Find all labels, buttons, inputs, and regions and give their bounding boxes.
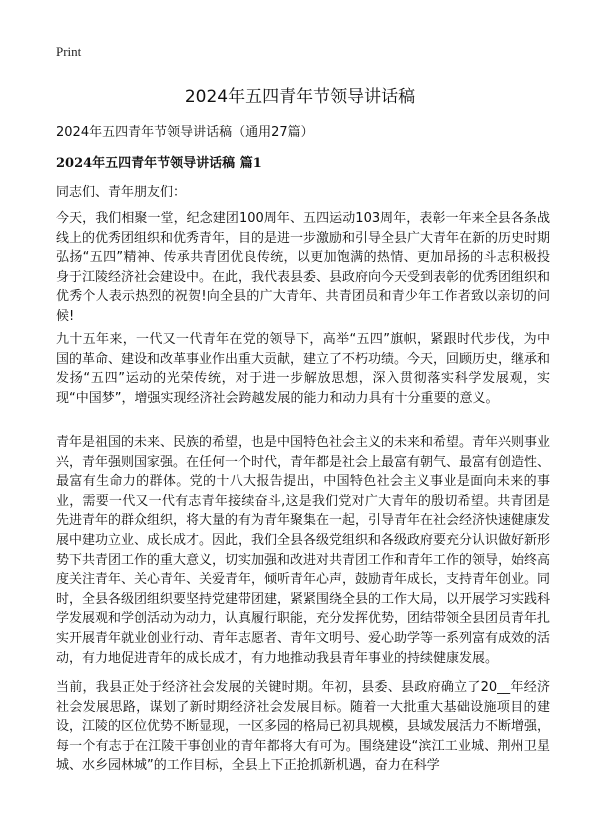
paragraph: 青年是祖国的未来、民族的希望，也是中国特色社会主义的未来和希望。青年兴则事业兴，青年强则国家强。在任何一个时代，青年都是社会上最富有朝气、最富有创造性、最富有生命力的群体。党的十八大报告提出，中国特色社会主义事业是面向未来的事业，需要一代又一代有志青年接续奋斗,这是我们党对广大青年的殷切希望。共青团是先进青年的群众组织，将大量的有为青年聚集在一起，引导青年在社会经济快速健康发展中建功立业、成长成才。因此，我们全县各级党组织和各级政府要充分认识做好新形势下共青团工作的重大意义，切实加强和改进对共青团工作和青年工作的领导，始终高度关注青年、关心青年、关爱青年，倾听青年心声，鼓励青年成长，支持青年创业。同时，全县各级团组织要坚持党建带团建，紧紧围绕全县的工作大局，以开展学习实践科学发展观和学创活动为动力，认真履行职能，充分发挥优势，团结带领全县团员青年扎实开展青年就业创业行动、青年志愿者、青年文明号、爱心助学等一系列富有成效的活动，有力地促进青年的成长成才，有力地推动我县青年事业的持续健康发展。 — [56, 435, 551, 666]
paragraph: 九十五年来，一代又一代青年在党的领导下，高举“五四”旗帜，紧跟时代步伐，为中国的革命、建设和改革事业作出重大贡献，建立了不朽功绩。今天，回顾历史，继承和发扬“五四”运动的光荣传统，对于进一步解放思想，深入贯彻落实科学发展观，实现“中国梦”，增强实现经济社会跨越发展的能力和动力具有十分重要的意义。 — [56, 332, 551, 406]
document-subtitle: 2024年五四青年节领导讲话稿（通用27篇） — [56, 125, 314, 140]
print-link[interactable]: Print — [56, 44, 82, 59]
paragraph: 今天，我们相聚一堂，纪念建团100周年、五四运动103周年，表彰一年来全县各条战线上的优秀团组织和优秀青年，目的是进一步激励和引导全县广大青年在新的历史时期弘扬“五四”精神、传承共青团优良传统，以更加饱满的热情、更加昂扬的斗志积极投身于江陵经济社会建设中。在此，我代表县委、县政府向今天受到表彰的优秀团组织和优秀个人表示热烈的祝贺!向全县的广大青年、共青团员和青少年工作者致以亲切的问候! — [56, 211, 551, 324]
document-title: 2024年五四青年节领导讲话稿 — [184, 87, 416, 107]
paragraph: 当前，我县正处于经济社会发展的关键时期。年初，县委、县政府确立了20__年经济社会发展思路，谋划了新时期经济社会发展目标。随着一大批重大基础设施项目的建设，江陵的区位优势不断显现，一区多园的格局已初具规模，县域发展活力不断增强，每一个有志于在江陵干事创业的青年都将大有可为。围绕建设“滨江工业城、荆州卫星城、水乡园林城”的工作目标，全县上下正抢抓新机遇，奋力在科学 — [56, 680, 551, 774]
greeting: 同志们、青年朋友们： — [56, 185, 187, 200]
section-heading: 2024年五四青年节领导讲话稿 篇1 — [56, 156, 262, 171]
